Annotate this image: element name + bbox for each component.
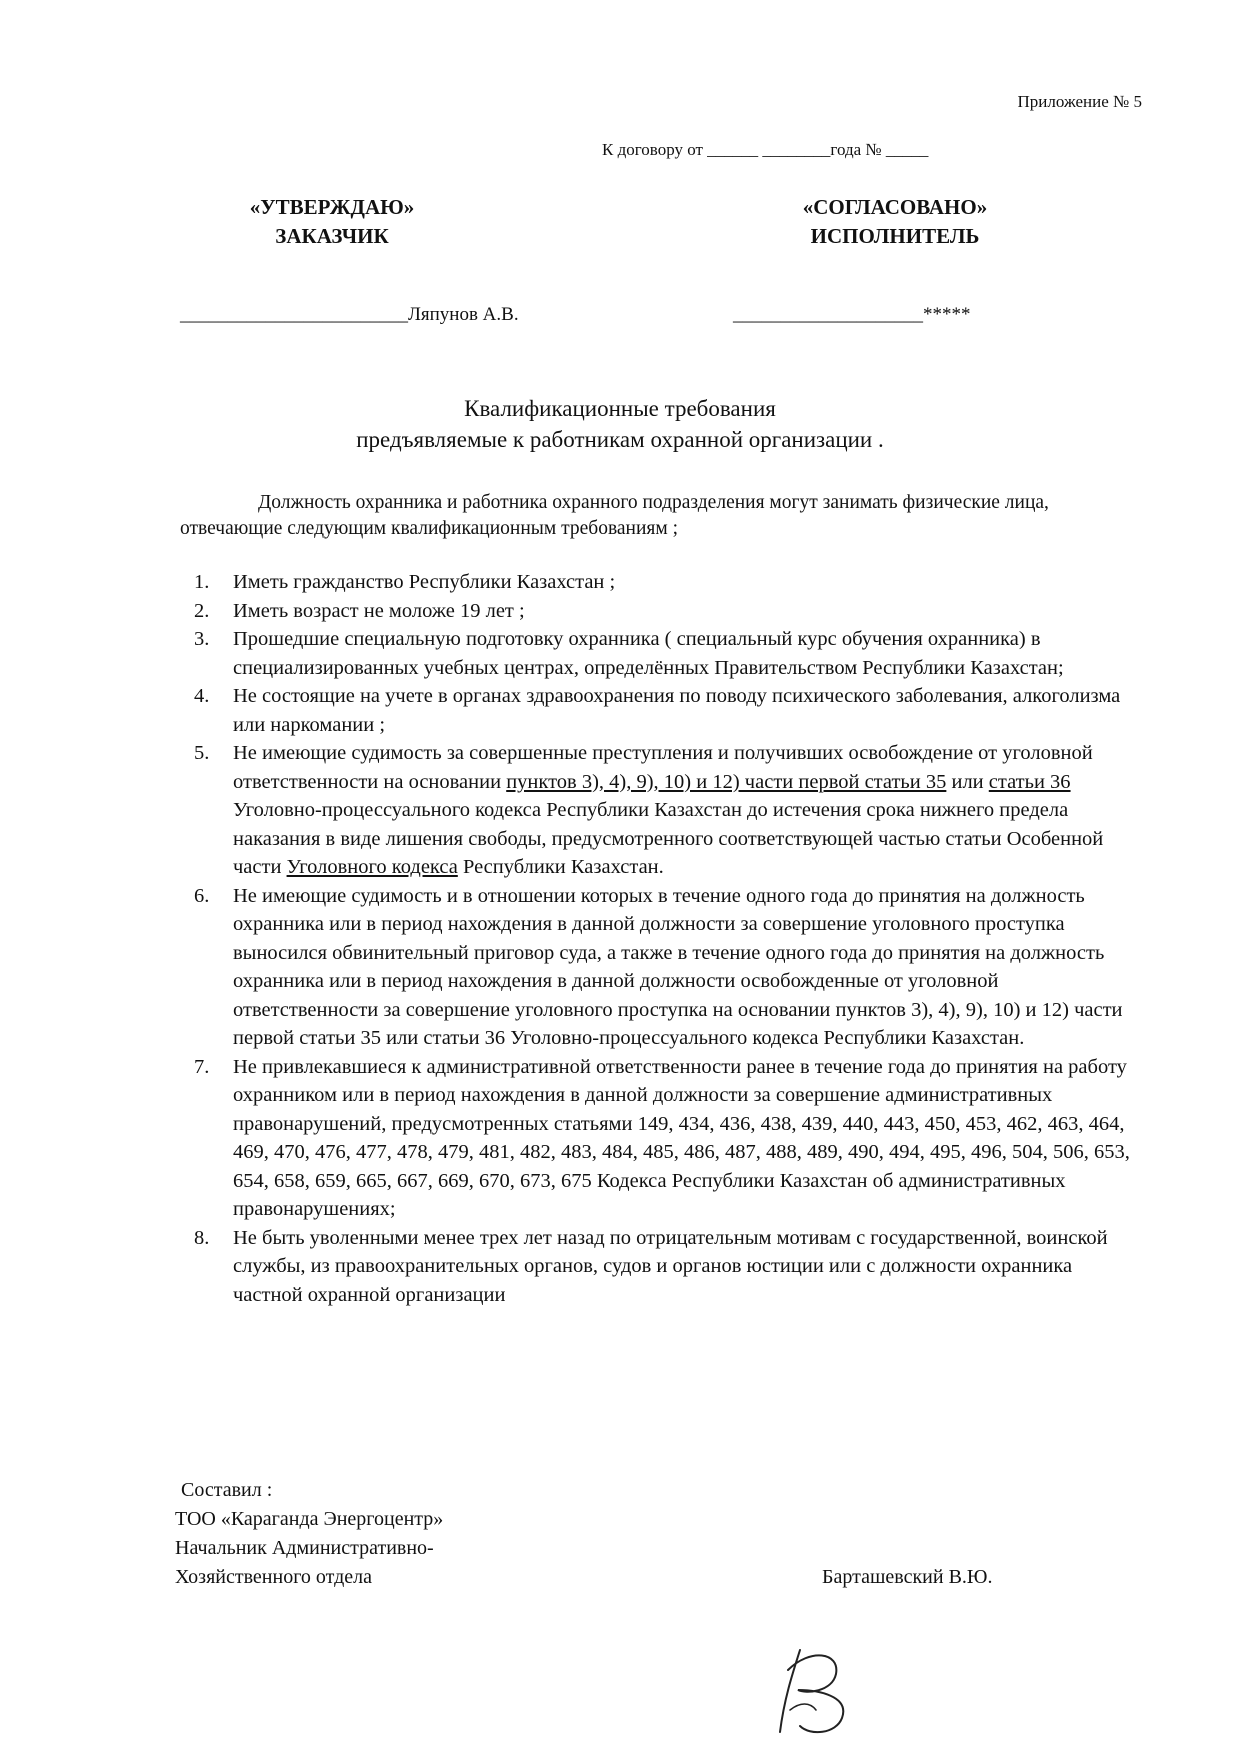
item-text: Не быть уволенными менее трех лет назад по отрицательным мотивам с государственной, воинской службы, из правоохранительных органов, судов и органов юстиции или с должности охранника частной охранной организации	[233, 1226, 1108, 1306]
item-text: Иметь возраст не моложе 19 лет ;	[233, 599, 525, 622]
list-item	[180, 625, 1140, 682]
title-line-2: предъявляемые к работникам охранной организации .	[356, 427, 884, 452]
compiled-by-block	[175, 1476, 443, 1592]
list-item	[180, 568, 1140, 597]
item-text: Иметь гражданство Республики Казахстан ;	[233, 571, 616, 593]
approval-block-customer	[222, 193, 442, 251]
item-text: Прошедшие специальную подготовку охранника ( специальный курс обучения охранника) в специализированных учебных центрах, определённых Правительством Республики Казахстан;	[233, 628, 1064, 679]
item-number: 2.	[194, 599, 210, 622]
position-line-1: Начальник Административно-	[175, 1537, 434, 1559]
text-fragment: или	[946, 770, 989, 793]
item-number: 1.	[194, 571, 210, 593]
item-text: Не имеющие судимость и в отношении которых в течение одного года до принятия на должность охранника или в период нахождения в данной должности за совершение уголовного проступка выносился обвинительный приговор суда, а также в течение одного года до принятия на должность охранника или в период нахождения в данной должности освобожденные от уголовной ответственности за совершение уголовного проступка на основании пунктов 3), 4), 9), 10) и 12) части первой статьи 35 или статьи 36 Уголовно-процессуального кодекса Республики Казахстан.	[233, 884, 1123, 1049]
item-text: Не привлекавшиеся к административной ответственности ранее в течение года до принятия на работу охранником или в период нахождения в данной должности за совершение административных правонарушений, предусмотренных статьями 149, 434, 436, 438, 439, 440, 443, 450, 453, 462, 463, 464, 469, 470, 476, 477, 478, 479, 481, 482, 483, 484, 485, 486, 487, 488, 489, 490, 494, 495, 496, 504, 506, 653, 654, 658, 659, 665, 667, 669, 670, 673, 675 Кодекса Республики Казахстан об административных правонарушениях;	[233, 1055, 1130, 1220]
compiled-label: Составил :	[181, 1479, 273, 1501]
annex-number: Приложение № 5	[1017, 92, 1142, 111]
organization-name: ТОО «Караганда Энергоцентр»	[175, 1508, 444, 1530]
law-link-code-articles[interactable]: пунктов 3), 4), 9), 10) и 12) части первой статьи 35	[506, 770, 947, 793]
list-item	[180, 1053, 1140, 1224]
intro-paragraph: Должность охранника и работника охранного подразделения могут занимать физические лица, отвечающие следующим квалификационным требованиям ;	[180, 492, 1049, 539]
signer-name: Барташевский В.Ю.	[822, 1566, 993, 1588]
item-number: 8.	[194, 1226, 210, 1249]
approval-block-contractor	[770, 193, 1020, 251]
item-number: 4.	[194, 685, 210, 707]
list-item	[180, 1224, 1140, 1310]
contractor-signature-line: ____________________*****	[733, 304, 971, 325]
title-line-1: Квалификационные требования	[464, 396, 776, 421]
agreement-title: «СОГЛАСОВАНО»	[802, 195, 988, 219]
approval-role: ЗАКАЗЧИК	[275, 224, 389, 248]
requirements-list	[180, 568, 1140, 1309]
item-number: 6.	[194, 884, 210, 907]
item-number: 7.	[194, 1055, 210, 1078]
text-fragment: Не имеющие судимость за совершенные преступления и получивших освобождение от уголовной ответственности на основании	[233, 742, 1093, 793]
position-line-2: Хозяйственного отдела	[175, 1566, 373, 1588]
text-fragment: Уголовно-процессуального кодекса Республики Казахстан до истечения срока нижнего предела наказания в виде лишения свободы, предусмотренного соответствующей частью статьи Особенной части	[233, 799, 1104, 878]
list-item	[180, 739, 1140, 882]
customer-signature-line: ________________________Ляпунов А.В.	[180, 304, 519, 325]
item-text	[233, 739, 1140, 882]
agreement-role: ИСПОЛНИТЕЛЬ	[810, 224, 980, 248]
item-text: Не состоящие на учете в органах здравоохранения по поводу психического заболевания, алкоголизма или наркомании ;	[233, 685, 1121, 736]
approval-title: «УТВЕРЖДАЮ»	[249, 195, 415, 219]
list-item	[180, 882, 1140, 1053]
text-fragment: Республики Казахстан.	[457, 856, 664, 878]
contract-reference: К договору от ______ ________года № _____	[602, 140, 929, 159]
law-link-criminal-code[interactable]: Уголовного кодекса	[286, 856, 458, 878]
item-number: 3.	[194, 628, 210, 650]
item-number: 5.	[194, 742, 210, 764]
list-item	[180, 682, 1140, 739]
document-title	[0, 393, 1240, 455]
handwritten-signature	[770, 1640, 860, 1740]
law-link-article-36[interactable]: статьи 36	[988, 770, 1071, 793]
list-item	[180, 597, 1140, 626]
